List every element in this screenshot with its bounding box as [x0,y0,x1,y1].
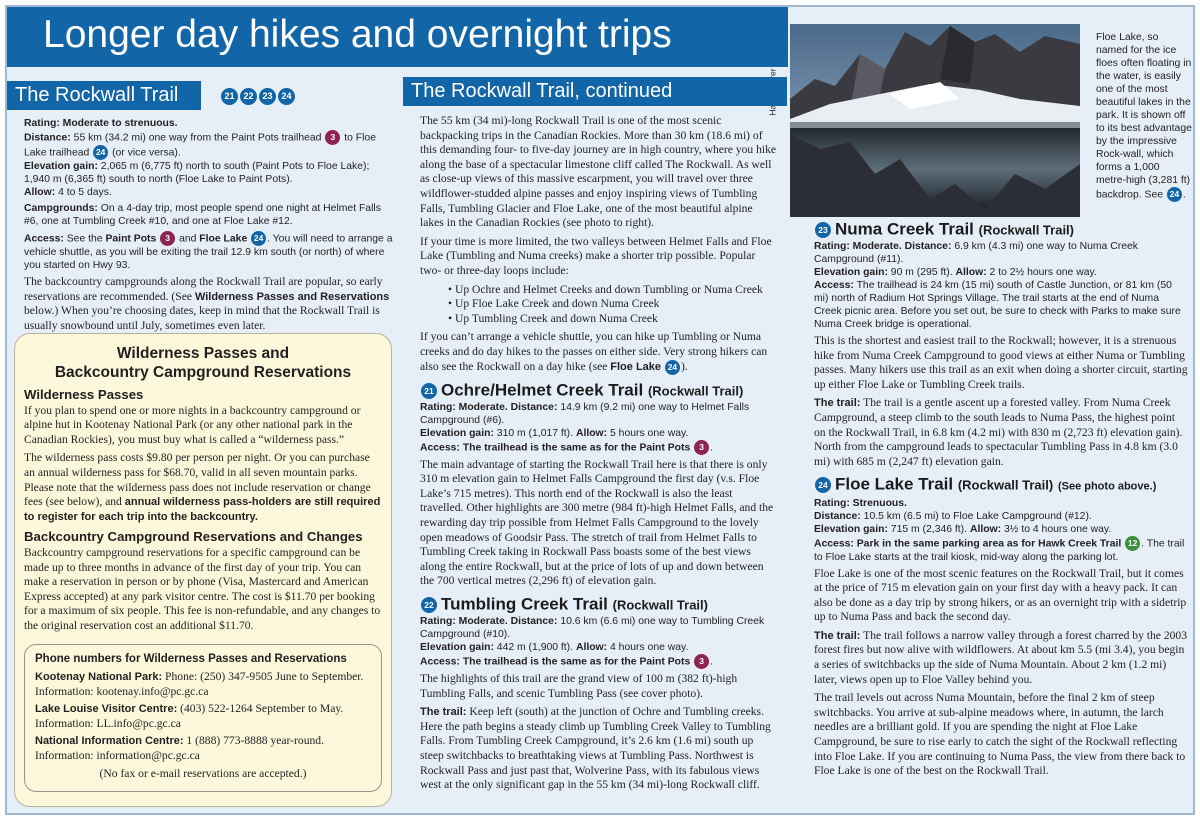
trail-number-badges [220,87,296,105]
ref-badge: 3 [160,231,175,246]
ref-badge: 24 [251,231,266,246]
rockwall-intro: The backcountry campgrounds along the Rockwall Trail are popular, so early reservations are recommended. (See Wilderness Passes and Reservations below.) When you’re choosing dates, keep in mind that the Rockwall Trail is usually snowbound until July, sometimes even later. [24,275,390,332]
loop-list [448,283,778,327]
trail-badge-24: 24 [278,88,295,105]
ref-badge: 3 [694,440,709,455]
floe-lake-heading: 24 Floe Lake Trail (Rockwall Trail) (See photo above.) [814,477,1188,494]
trail-badge-22: 22 [240,88,257,105]
list-item: • Up Floe Lake Creek and down Numa Creek [448,297,778,312]
floe-lake-photo [790,24,1080,217]
rockwall-continued-column: The 55 km (34 mi)-long Rockwall Trail is one of the most scenic backpacking trips in the Canadian Rockies. More than 30 km (18.6 mi) of this demanding four- to five-day journey are in high country, where you hike along the base of a spectacular limestone cliff called The Rockwall. As well as close-up views of this massive escarpment, you will travel over three wildflower-studded alpine passes and enjoy inspiring views of Tumbling Falls, Tumbling Glacier and Floe Lake, one of the most beautiful alpine lakes in the Canadian Rockies (see photo to right). If your time is more limited, the two valleys between Helmet Falls and Floe Lake (Tumbling and Numa creeks) make a shorter trip possible. Popular two- or three-day loops include: • Up Ochre and Helmet Creeks and down Tumbling or Numa Creek • Up Floe Lake Creek and down Numa Creek • Up Tumbling Creek and down Numa Creek If you can’t arrange a vehicle shuttle, you can hike up Tumbling or Numa creeks and do day hikes to the passes on either side. Very strong hikers can also see the Rockwall on a day hike (see Floe Lake 24 ). 21 Ochre/Helmet Creek Trail (Rockwall Trail) Rating: Moderate. Distance: 14.9 km (9.2 mi) one way to Helmet Falls Campground (#6). Elevation gain: 310 m (1,017 ft). Allow: 5 hours one way. Access: The trailhead is the same as for the Paint Pots 3 . The main advantage of starting the Rockwall Trail here is that there is only 310 m elevation gain to Helmet Falls Campground the first day (v.s. Floe Lake’s 715 metres). This north end of the Rockwall is also the least travelled. Other highlights are 300 metre (984 ft)-high Helmet Falls, and the rewarding day trip possible from Helmet Falls Campground to the lovely open meadows of Goodsir Pass. The stretch of trail from Helmet Falls to Tumbling Creek taking in Rockwall Pass boasts some of the best views along the entire Rockwall, but at the price of lots of up and down between the 700 vertical metres (2,296 ft) of elevation gain. 22 Tumbling Creek Trail (Rockwall Trail) Rating: Moderate. Distance: 10.6 km (6.6 mi) one way to Tumbling Creek Campground (#10). Elevation gain: 442 m (1,900 ft). Allow: 4 hours one way. Access: The trailhead is the same as for the Paint Pots 3 . The highlights of this trail are the grand view of 100 m (382 ft)-high Tumbling Falls, and scenic Tumbling Pass (see cover photo). The trail: Keep left (south) at the junction of Ochre and Tumbling creeks. Here the path begins a steady climb up Tumbling Creek Valley to Tumbling Falls. From Tumbling Creek Campground, it’s 2.6 km (1.6 mi) south up steep switchbacks to breathtaking views at Tumbling Pass. Northwest is Rockwall Pass and just past that, Wolverine Pass, with its fabulous views west at the only significant gap in the 55 km (34 mi)-long Rockwall cliff. [420,114,778,797]
photo-caption: Floe Lake, so named for the ice floes often floating in the water, is easily one of the most beautiful lakes in the park. It is shown off to its best advantage by the impressive Rock-wall, which forms a 1,000 metre-high (3,281 ft) backdrop. See 24 . [1096,32,1192,201]
ref-badge: 12 [1125,536,1140,551]
trail-badge: 21 [421,383,437,399]
wilderness-box-title: Wilderness Passes and Backcountry Campground Reservations [54,345,352,381]
tumbling-creek-facts: Rating: Moderate. Distance: 10.6 km (6.6 mi) one way to Tumbling Creek Campground (#10). Elevation gain: 442 m (1,900 ft). Allow: 4 hours one way. Access: The trailhead is the same as for the Paint Pots 3 . [420,616,765,668]
page-title: Longer day hikes and overnight trips [43,13,672,56]
list-item: • Up Tumbling Creek and down Numa Creek [448,312,778,327]
rockwall-facts: Rating: Moderate to strenuous. Distance: 55 km (34.2 mi) one way from the Paint Pots trailhead 3 to Floe Lake trailhead 24 (or vice versa). Elevation gain: 2,065 m (6,775 ft) north to south (Paint Pots to Floe Lake); 1,940 m (6,365 ft) south to north (Floe Lake to Paint Pots). Allow: 4 to 5 days. [24,118,376,198]
title-banner [7,7,788,67]
ref-badge: 24 [93,145,108,160]
numa-creek-heading: 23 Numa Creek Trail (Rockwall Trail) [814,222,1188,238]
trail-badge-21: 21 [221,88,238,105]
trail-badge: 23 [815,222,831,238]
ref-badge: 3 [325,130,340,145]
list-item: • Up Ochre and Helmet Creeks and down Tumbling or Numa Creek [448,283,778,298]
floe-lake-facts: Rating: Strenuous. Distance: 10.5 km (6.5 mi) to Floe Lake Campground (#12). Elevation gain: 715 m (2,346 ft). Allow: 3½ to 4 hours one way. Access: Park in the same parking area as for Hawk Creek Trail 12 . The trail to Floe Lake starts at the trail kiosk, mid-way along the parking lot. [814,497,1185,563]
floe-lake-photo-illustration [790,24,1080,217]
trail-badge-23: 23 [259,88,276,105]
ochre-helmet-heading: 21 Ochre/Helmet Creek Trail (Rockwall Trail) [420,383,778,399]
rockwall-continued-header [403,77,787,106]
tumbling-creek-heading: 22 Tumbling Creek Trail (Rockwall Trail) [420,597,778,613]
wilderness-passes-box: Wilderness Passes and Backcountry Campground Reservations Wilderness Passes If you plan to spend one or more nights in a backcountry campground or alpine hut in Kootenay National Park (or any other national park in the Canadian Rockies), you must buy what is called a “wilderness pass.” The wilderness pass costs $9.80 per person per night. Or you can purchase an annual wilderness pass for $68.70, valid in all seven mountain parks. Please note that the wilderness pass does not include reservation or change fees (see below), and annual wilderness pass-holders are still required to register for each trip into the backcountry. Backcountry Campground Reservations and Changes Backcountry campground reservations for a specific campground can be made up to three months in advance of the first day of your trip. You can make a reservation in person or by phone (Visa, Mastercard and American Express accepted) at any park visitor centre. The cost is $11.70 per booking for a maximum of six people. This fee is non-refundable, and any changes to the original reservation cost an additional $11.70. Phone numbers for Wilderness Passes and Reservations Kootenay National Park: Phone: (250) 347-9505 June to September. Information: kootenay.info@pc.gc.ca Lake Louise Visitor Centre: (403) 522-1264 September to May. Information: LL.info@pc.gc.ca National Information Centre: 1 (888) 773-8888 year-round. Information: information@pc.gc.ca (No fax or e-mail reservations are accepted.) [14,333,392,807]
ref-badge: 3 [694,654,709,669]
trail-badge: 22 [421,597,437,613]
ref-badge: 24 [665,360,680,375]
numa-floe-column: 23 Numa Creek Trail (Rockwall Trail) Rating: Moderate. Distance: 6.9 km (4.3 mi) one way to Numa Creek Campground (#11). Elevation gain: 90 m (295 ft). Allow: 2 to 2½ hours one way. Access: The trailhead is 24 km (15 mi) south of Castle Junction, or 81 km (50 mi) north of Radium Hot Springs Village. The trail starts at the end of Numa Creek picnic area. Before you set out, be sure to check with Parks to make sure Numa Creek bridge is operational. This is the shortest and easiest trail to the Rockwall; however, it is a strenuous hike from Numa Creek Campground to good views at either Numa or Tumbling passes. Many hikers use this trail as an exit when doing a shorter circuit, starting up either Floe Lake or Tumbling Creek trails. The trail: The trail is a gentle ascent up a forested valley. From Numa Creek Campground, a steep climb to the south leads to Numa Pass, the highest point on the Rockwall Trail, in 6.8 km (4.2 mi) with 830 m (2,723 ft) elevation gain). North from the campground leads to spectacular Tumbling Pass in 4.8 km (3.0 mi) with 685 m (2,247 ft) elevation gain. 24 Floe Lake Trail (Rockwall Trail) (See photo above.) Rating: Strenuous. Distance: 10.5 km (6.5 mi) to Floe Lake Campground (#12). Elevation gain: 715 m (2,346 ft). Allow: 3½ to 4 hours one way. Access: Park in the same parking area as for Hawk Creek Trail 12 . The trail to Floe Lake starts at the trail kiosk, mid-way along the parking lot. Floe Lake is one of the most scenic features on the Rockwall Trail, but it comes at the price of 715 m elevation gain on your first day with a heavy pack. It can also be done as a day trip by strong hikers, or as an overnight trip with a sidetrip up to Numa Pass and back the second day. The trail: The trail follows a narrow valley through a forest charred by the 2003 forest fires but now alive with wildflowers. At about km 5.5 (mi 3.4), you begin a series of switchbacks up the side of Numa Mountain. About 2 km (1.2 mi) later, views open up to Floe Valley behind you. The trail levels out across Numa Mountain, before the final 2 km of steep switchbacks. You arrive at sub-alpine meadows where, in autumn, the larch needles are a brilliant gold. If you are spending the night at Floe Lake Campground, be sure to rise early to catch the sight of the Rockwall reflecting into Floe Lake. If you are continuing to Numa Pass, the view from there back to Floe Lake is one of the best on the Rockwall Trail. [814,219,1188,778]
trail-badge: 24 [815,477,831,493]
phone-numbers-title: Phone numbers for Wilderness Passes and Reservations [35,652,347,665]
ochre-helmet-facts: Rating: Moderate. Distance: 14.9 km (9.2 mi) one way to Helmet Falls Campground (#6). Elevation gain: 310 m (1,017 ft). Allow: 5 hours one way. Access: The trailhead is the same as for the Paint Pots 3 . [420,401,750,453]
ref-badge: 24 [1167,187,1182,202]
rockwall-summary: Rating: Moderate to strenuous. Distance: 55 km (34.2 mi) one way from the Paint Pots trailhead 3 to Floe Lake trailhead 24 (or vice versa). Elevation gain: 2,065 m (6,775 ft) north to south (Paint Pots to Floe Lake); 1,940 m (6,365 ft) south to north (Floe Lake to Paint Pots). Allow: 4 to 5 days. Campgrounds: On a 4-day trip, most people spend one night at Helmet Falls #6, one at Tumbling Creek #10, and one at Floe Lake #12. Access: See the Paint Pots 3 and Floe Lake 24 . You will need to arrange a vehicle shuttle, as you will be exiting the trail 12.9 km south (or north) of where you started on Hwy 93. The backcountry campgrounds along the Rockwall Trail are popular, so early reservations are recommended. (See Wilderness Passes and Reservations below.) When you’re choosing dates, keep in mind that the Rockwall Trail is usually snowbound until July, sometimes even later. [24,117,396,337]
rockwall-title: The Rockwall Trail [15,84,179,106]
reservations-heading: Backcountry Campground Reservations and Changes [24,529,363,545]
phone-numbers-box: Phone numbers for Wilderness Passes and Reservations Kootenay National Park: Phone: (250) 347-9505 June to September. Information: kootenay.info@pc.gc.ca Lake Louise Visitor Centre: (403) 522-1264 September to May. Information: LL.info@pc.gc.ca National Information Centre: 1 (888) 773-8888 year-round. Information: information@pc.gc.ca (No fax or e-mail reservations are accepted.) [24,644,382,793]
rockwall-continued-title: The Rockwall Trail, continued [411,80,673,102]
numa-creek-facts: Rating: Moderate. Distance: 6.9 km (4.3 mi) one way to Numa Creek Campground (#11). Elevation gain: 90 m (295 ft). Allow: 2 to 2½ hours one way. Access: The trailhead is 24 km (15 mi) south of Castle Junction, or 81 km (50 mi) north of Radium Hot Springs Village. The trail starts at the end of Numa Creek picnic area. Before you set out, be sure to check with Parks to make sure Numa Creek bridge is operational. [814,241,1181,331]
rockwall-header [7,81,201,110]
wilderness-passes-heading: Wilderness Passes [24,387,144,402]
